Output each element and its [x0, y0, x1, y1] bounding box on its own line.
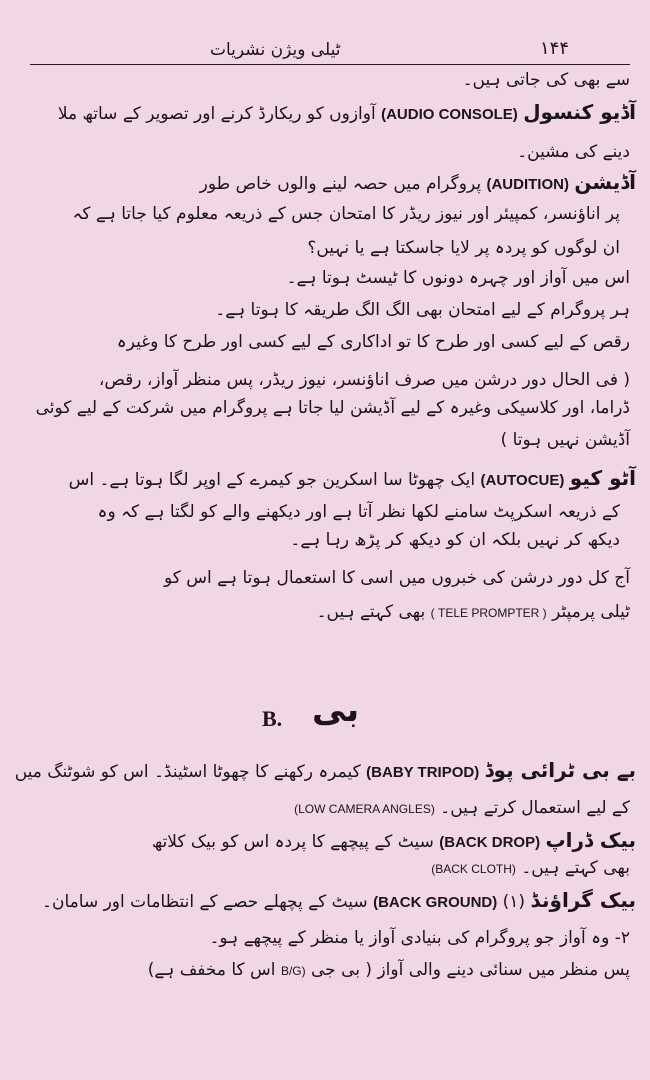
english-term: (AUDIO CONSOLE): [381, 106, 518, 123]
text-line: [200, 170, 636, 197]
text-segment: کے ذریعہ اسکرپٹ سامنے لکھا نظر آتا ہے اور دیکھنے والے کو لگتا ہے کہ وہ: [97, 502, 620, 522]
text-line: [72, 202, 620, 226]
text-line: [58, 100, 636, 127]
text-line: [98, 500, 621, 524]
english-term: (AUDITION): [486, 176, 569, 193]
english-gloss: (BACK CLOTH): [431, 862, 516, 876]
english-term: (BACK GROUND): [373, 894, 498, 911]
text-segment: آج کل دور درشن کی خبروں میں اسی کا استعمال ہوتا ہے اس کو: [163, 568, 630, 588]
section-heading-latin: B.: [262, 706, 283, 731]
text-line: [209, 926, 630, 950]
text-line: [501, 428, 630, 452]
text-line: [463, 68, 630, 92]
text-segment: اس میں آواز اور چہرہ دونوں کا ٹیسٹ ہوتا ہے۔: [286, 268, 630, 288]
text-segment: ۲- وہ آواز جو پروگرام کی بنیادی آواز یا منظر کے پیچھے ہو۔: [209, 928, 630, 948]
term-label: آڈیشن: [574, 170, 636, 194]
section-heading-urdu: بی: [312, 690, 360, 730]
text-segment: سے بھی کی جاتی ہیں۔: [462, 70, 630, 90]
text-segment: ہر پروگرام کے لیے امتحان بھی الگ الگ طریقہ کا ہوتا ہے۔: [215, 300, 630, 320]
text-line: [117, 330, 630, 354]
term-label: بیک گراؤنڈ: [530, 888, 636, 912]
text-line: [317, 600, 630, 625]
term-label: بے بی ٹرائی پوڈ: [484, 758, 636, 782]
text-segment: کیمرہ رکھنے کا چھوٹا اسٹینڈ۔ اس کو شوٹنگ میں: [14, 762, 361, 782]
text-line: [36, 396, 630, 420]
text-segment: رقص کے لیے کسی اور طرح کا تو اداکاری کے لیے کسی اور طرح کا وغیرہ: [116, 332, 630, 352]
text-line: [15, 758, 636, 785]
term-label: آڈیو کنسول: [523, 100, 636, 124]
text-segment: ( فی الحال دور درشن میں صرف اناؤنسر، نیوز ریڈر، پس منظر آواز، رقص،: [98, 370, 630, 390]
text-segment: دینے کی مشین۔: [517, 142, 630, 162]
text-line: [290, 528, 620, 552]
text-segment: ایک چھوٹا سا اسکرین جو کیمرے کے اوپر لگا ہوتا ہے۔ اس: [68, 470, 476, 490]
header-rule: [30, 64, 630, 65]
running-title: ٹیلی ویژن نشریات: [210, 40, 341, 60]
text-segment: آوازوں کو ریکارڈ کرنے اور تصویر کے ساتھ ملا: [57, 104, 376, 124]
text-segment: (۱) سیٹ کے پچھلے حصے کے انتظامات اور سامان۔: [42, 892, 526, 912]
text-line: [164, 566, 630, 590]
text-line: [517, 140, 630, 164]
text-segment: سیٹ کے پیچھے کا پردہ اس کو بیک کلاتھ: [151, 832, 434, 852]
text-segment: ڈراما، اور کلاسیکی وغیرہ کے لیے آڈیشن لیا جاتا ہے پروگرام میں شرکت کے لیے کوئی: [35, 398, 630, 418]
text-line: [152, 828, 636, 855]
text-segment: ان لوگوں کو پردہ پر لایا جاسکتا ہے یا نہیں؟: [307, 238, 620, 258]
text-line: [99, 368, 630, 392]
english-gloss: (LOW CAMERA ANGLES): [294, 802, 435, 816]
text-segment: پروگرام میں حصہ لینے والوں خاص طور: [199, 174, 482, 194]
english-term: (BACK DROP): [439, 834, 541, 851]
text-segment: بھی کہتے ہیں۔: [316, 602, 426, 622]
text-line: [148, 958, 630, 983]
english-gloss: B/G): [280, 964, 306, 978]
text-line: [69, 466, 636, 493]
text-line: [42, 888, 636, 915]
term-label: بیک ڈراپ: [545, 828, 636, 852]
english-term: (BABY TRIPOD): [366, 764, 480, 781]
text-line: [294, 796, 630, 821]
text-line: [431, 856, 630, 881]
text-segment: پر اناؤنسر، کمپیئر اور نیوز ریڈر کا امتحان جس کے ذریعہ معلوم کیا جاتا ہے کہ: [72, 204, 620, 224]
text-segment: ٹیلی پرمپٹر: [552, 602, 630, 622]
page-number: ۱۴۴: [540, 38, 570, 59]
text-line: [307, 236, 620, 260]
text-line: [215, 298, 630, 322]
text-segment: پس منظر میں سنائی دینے والی آواز ( بی جی: [311, 960, 630, 980]
text-line: [287, 266, 630, 290]
text-segment: بھی کہتے ہیں۔: [521, 858, 630, 878]
term-label: آٹو کیو: [569, 466, 636, 490]
text-segment: اس کا مخفف ہے): [147, 960, 276, 980]
english-term: (AUTOCUE): [480, 472, 565, 489]
english-gloss: ( TELE PROMPTER ): [430, 606, 547, 620]
text-segment: آڈیشن نہیں ہوتا ): [500, 430, 630, 450]
text-segment: کے لیے استعمال کرتے ہیں۔: [440, 798, 630, 818]
text-segment: دیکھ کر نہیں بلکہ ان کو دیکھ کر پڑھ رہا ہے۔: [290, 530, 620, 550]
